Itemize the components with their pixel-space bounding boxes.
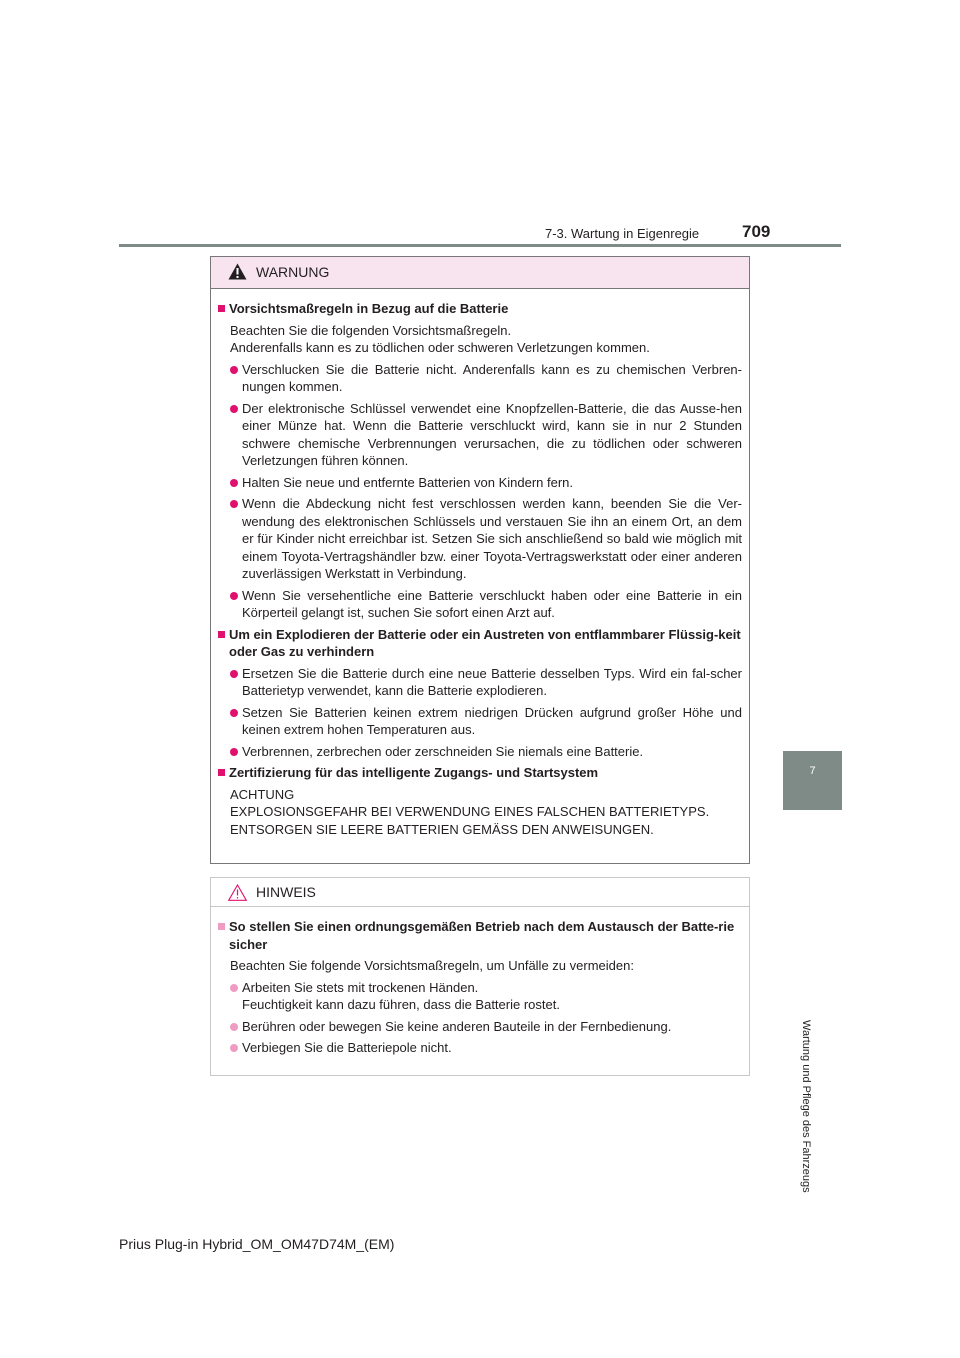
item-text: Halten Sie neue und entfernte Batterien von Kindern fern.: [242, 474, 573, 490]
item-text: So stellen Sie einen ordnungsgemäßen Betrieb nach dem Austausch der Batte-rie sicher: [229, 919, 735, 952]
page-number: 709: [742, 222, 771, 241]
warning-section-heading: [218, 626, 742, 661]
item-text: Beachten Sie die folgenden Vorsichtsmaßregeln. Anderenfalls kann es zu tödlichen oder schweren Verletzungen kommen.: [230, 322, 650, 355]
notice-bullet-item: [218, 1039, 742, 1057]
chapter-number: 7: [809, 765, 816, 777]
round-bullet-icon: [230, 984, 238, 992]
item-text: Verbrennen, zerbrechen oder zerschneiden Sie niemals eine Batterie.: [242, 743, 644, 759]
item-text: Beachten Sie folgende Vorsichtsmaßregeln, um Unfälle zu vermeiden:: [230, 958, 634, 973]
round-bullet-icon: [230, 366, 238, 374]
item-text: Der elektronische Schlüssel verwendet eine Knopfzellen-Batterie, die das Ausse-hen einer Münze hat. Wenn die Batterie verschluckt wird, kann sie in nur 2 Stunden schwere chemische Verbrennungen verursachen, die zu tödlichen oder schweren Verletzungen führen können.: [242, 400, 742, 468]
item-text: Setzen Sie Batterien keinen extrem niedrigen Drücken aufgrund großer Höhe und keinen extrem hohen Temperaturen aus.: [242, 704, 742, 737]
item-text: Berühren oder bewegen Sie keine anderen Bauteile in der Fernbedienung.: [242, 1018, 672, 1034]
caution-triangle-icon: [228, 884, 247, 901]
round-bullet-icon: [230, 1044, 238, 1052]
notice-bullet-item: [218, 1018, 742, 1036]
warning-bullet-item: [218, 400, 742, 470]
warning-section-heading: [218, 764, 742, 782]
warning-paragraph: [218, 786, 742, 839]
item-text: Wenn die Abdeckung nicht fest verschlossen werden kann, beenden Sie die Ver-wendung des elektronischen Schlüssels und verstauen Sie ihn an einem Ort, an dem er für Kinder nicht erreichbar ist. Setzen Sie sich anschließend so bald wie möglich mit einem Toyota-Vertragshändler bzw. einer Toyota-Vertragswerkstatt oder einer anderen zuverlässigen Werkstatt in Verbindung.: [242, 496, 742, 581]
item-text: Ersetzen Sie die Batterie durch eine neue Batterie desselben Typs. Wird ein fal-scher Batterietyp verwendet, kann die Batterie explodieren.: [242, 665, 742, 698]
item-text: Verbiegen Sie die Batteriepole nicht.: [242, 1040, 452, 1055]
chapter-tab: [783, 751, 842, 810]
warning-title: WARNUNG: [256, 264, 330, 280]
notice-paragraph: [218, 957, 742, 975]
item-text: Um ein Explodieren der Batterie oder ein Austreten von entflammbarer Flüssig-keit oder Gas zu verhindern: [229, 626, 741, 659]
warning-bullet-item: [218, 743, 742, 761]
warning-bullet-item: [218, 495, 742, 583]
notice-title: HINWEIS: [256, 884, 316, 900]
section-title: 7-3. Wartung in Eigenregie: [545, 226, 700, 241]
round-bullet-icon: [230, 479, 238, 487]
warning-bullet-item: [218, 704, 742, 739]
notice-box: [210, 877, 750, 1076]
item-text: ACHTUNG EXPLOSIONSGEFAHR BEI VERWENDUNG EINES FALSCHEN BATTERIETYPS. ENTSORGEN SIE LEERE BATTERIEN GEMÄSS DEN ANWEISUNGEN.: [230, 786, 710, 837]
item-text: Wenn Sie versehentliche eine Batterie verschluckt haben oder eine Batterie in ein Körperteil gelangt ist, suchen Sie sofort einen Arzt auf.: [242, 587, 742, 620]
round-bullet-icon: [230, 405, 238, 413]
round-bullet-icon: [230, 709, 238, 717]
notice-bullet-item: [218, 979, 742, 1014]
notice-body: [211, 907, 749, 1057]
footer-doc-id: Prius Plug-in Hybrid_OM_OM47D74M_(EM): [119, 1236, 395, 1252]
item-text: Verschlucken Sie die Batterie nicht. Anderenfalls kann es zu chemischen Verbren-nungen kommen.: [242, 361, 742, 394]
round-bullet-icon: [230, 670, 238, 678]
round-bullet-icon: [230, 748, 238, 756]
round-bullet-icon: [230, 1023, 238, 1031]
square-bullet-icon: [218, 923, 225, 930]
item-text: Arbeiten Sie stets mit trockenen Händen. Feuchtigkeit kann dazu führen, dass die Batterie rostet.: [242, 979, 560, 1012]
chapter-title: Wartung und Pflege des Fahrzeugs: [800, 1020, 812, 1193]
round-bullet-icon: [230, 500, 238, 508]
warning-box: [210, 256, 750, 864]
warning-section-heading: [218, 300, 742, 318]
round-bullet-icon: [230, 592, 238, 600]
warning-bullet-item: [218, 665, 742, 700]
warning-bullet-item: [218, 587, 742, 622]
warning-paragraph: [218, 322, 742, 357]
warning-bullet-item: [218, 474, 742, 492]
warning-header: [211, 257, 749, 289]
notice-section-heading: [218, 918, 742, 953]
item-text: Zertifizierung für das intelligente Zugangs- und Startsystem: [229, 765, 599, 780]
notice-header: [211, 878, 749, 907]
header-rule: [119, 244, 841, 247]
square-bullet-icon: [218, 305, 225, 312]
square-bullet-icon: [218, 769, 225, 776]
item-text: Vorsichtsmaßregeln in Bezug auf die Batterie: [229, 301, 509, 316]
square-bullet-icon: [218, 631, 225, 638]
warning-triangle-icon: [228, 263, 247, 280]
warning-body: [211, 289, 749, 838]
warning-bullet-item: [218, 361, 742, 396]
